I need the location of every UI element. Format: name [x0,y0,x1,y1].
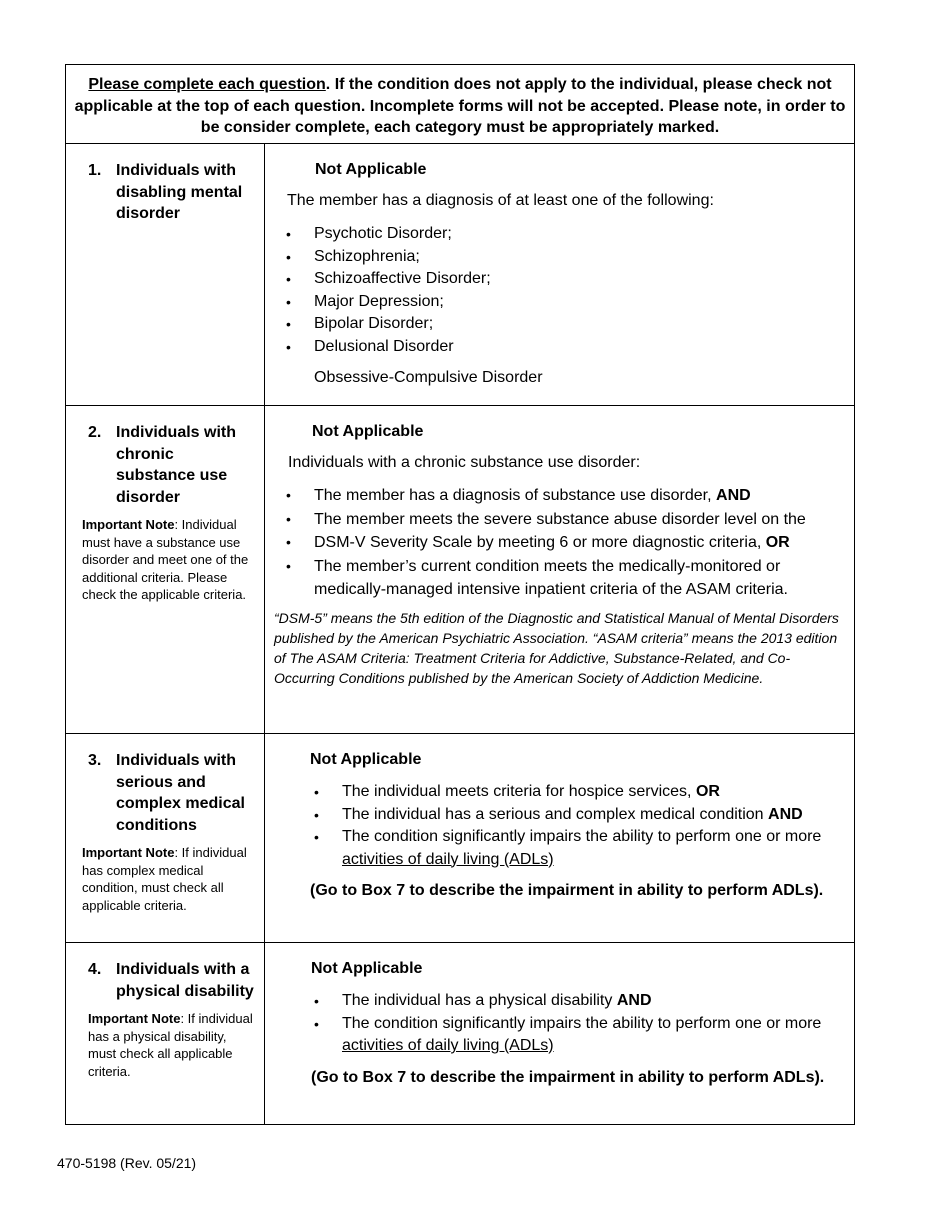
adl-link: activities of daily living (ADLs) [342,1037,554,1054]
form-number: 470-5198 (Rev. 05/21) [57,1155,197,1171]
note-text: : If individual has complex medical condition, must check all applicable criteria. [82,845,247,913]
list-item[interactable]: • Psychotic Disorder; [286,225,452,242]
list-item[interactable]: • Schizophrenia; [286,247,420,265]
adl-link: activities of daily living (ADLs) [342,850,554,868]
question-2-content [265,406,854,733]
question-2-title: Individuals with chronic substance use disorder [116,424,237,506]
list-item[interactable]: • The member’s current condition meets the medically-monitored or medically-managed intensive inpatient criteria of the ASAM criteria. [286,557,788,598]
list-item[interactable]: • The individual meets criteria for hospice services, OR [314,783,720,800]
question-1-label-cell [66,144,265,405]
question-1-content [265,144,854,405]
q3-not-applicable[interactable]: Not Applicable [310,751,422,768]
list-item[interactable]: • The member meets the severe substance abuse disorder level on the [286,510,806,528]
q1-intro: The member has a diagnosis of at least one of the following: [287,192,714,209]
q4-not-applicable[interactable]: Not Applicable [311,960,423,977]
q1-extra-item[interactable]: Obsessive-Compulsive Disorder [314,369,543,386]
instructions-header [66,65,854,144]
question-4-row [66,943,854,1124]
list-item[interactable]: • Bipolar Disorder; [286,315,434,332]
q1-not-applicable[interactable]: Not Applicable [315,161,427,178]
question-1-row [66,144,854,406]
list-item[interactable]: • The individual has a physical disability AND [314,992,652,1009]
question-2-label-cell [66,406,265,733]
question-1-number: 1. [88,162,102,179]
question-4-number: 4. [88,961,102,978]
q4-goto-note: (Go to Box 7 to describe the impairment in ability to perform ADLs). [311,1068,825,1086]
instructions-lead: Please complete each question [88,76,326,93]
note-label: Important Note [82,845,175,860]
list-item[interactable]: • Major Depression; [286,292,444,310]
q2-not-applicable[interactable]: Not Applicable [312,423,424,440]
question-3-number: 3. [88,752,102,769]
list-item[interactable]: • Schizoaffective Disorder; [286,270,491,287]
list-item[interactable]: • The member has a diagnosis of substance use disorder, AND [286,487,751,504]
list-item[interactable]: • The individual has a serious and complex medical condition AND [314,805,803,823]
list-item[interactable]: • Delusional Disorder [286,337,454,355]
question-3-label-cell [66,734,265,942]
note-label: Important Note [88,1011,181,1026]
list-item[interactable]: • The condition significantly impairs the ability to perform one or more activities of daily living (ADLs) [314,828,822,868]
question-1-title: Individuals with disabling mental disorder [116,162,243,222]
list-item[interactable]: • DSM-V Severity Scale by meeting 6 or more diagnostic criteria, OR [286,534,790,551]
question-3-title: Individuals with serious and complex medical conditions [116,752,245,834]
note-label: Important Note [82,517,175,532]
q1-diagnosis-list [265,223,844,358]
q2-criteria-list [265,484,844,602]
question-2-note [82,516,256,604]
q3-goto-note: (Go to Box 7 to describe the impairment in ability to perform ADLs). [310,882,824,899]
q4-criteria-list [311,990,844,1058]
question-3-row [66,734,854,943]
q2-intro: Individuals with a chronic substance use disorder: [288,454,641,471]
question-3-note [82,844,256,914]
question-2-row [66,406,854,734]
question-4-title: Individuals with a physical disability [116,961,254,1000]
question-4-note [82,1010,256,1080]
list-item[interactable]: • The condition significantly impairs the ability to perform one or more activities of daily living (ADLs) [314,1014,822,1054]
question-4-label-cell [66,943,265,1124]
question-4-content [265,943,854,1124]
q3-criteria-list [310,781,844,871]
q2-definitions: “DSM-5” means the 5th edition of the Diagnostic and Statistical Manual of Mental Disorders published by the American Psychiatric Association. “ASAM criteria” means the 2013 edition of The ASAM Criteria: Treatment Criteria for Addictive, Substance-Related, and Co-Occurring Conditions published by the American Society of Addiction Medicine. [274,609,839,686]
instructions-text: . If the condition does not apply to the individual, please check not applicable at the top of each question. Incomplete forms will not be accepted. Please note, in order to be consider complete, each category must be appropriately marked. [74,76,846,136]
form-table [65,64,855,1125]
question-2-number: 2. [88,424,102,441]
question-3-content [265,734,854,942]
note-text: : Individual must have a substance use disorder and meet one of the additional criteria. Please check the applicable criteria. [82,517,249,602]
note-text: : If individual has a physical disability, must check all applicable criteria. [88,1011,253,1079]
